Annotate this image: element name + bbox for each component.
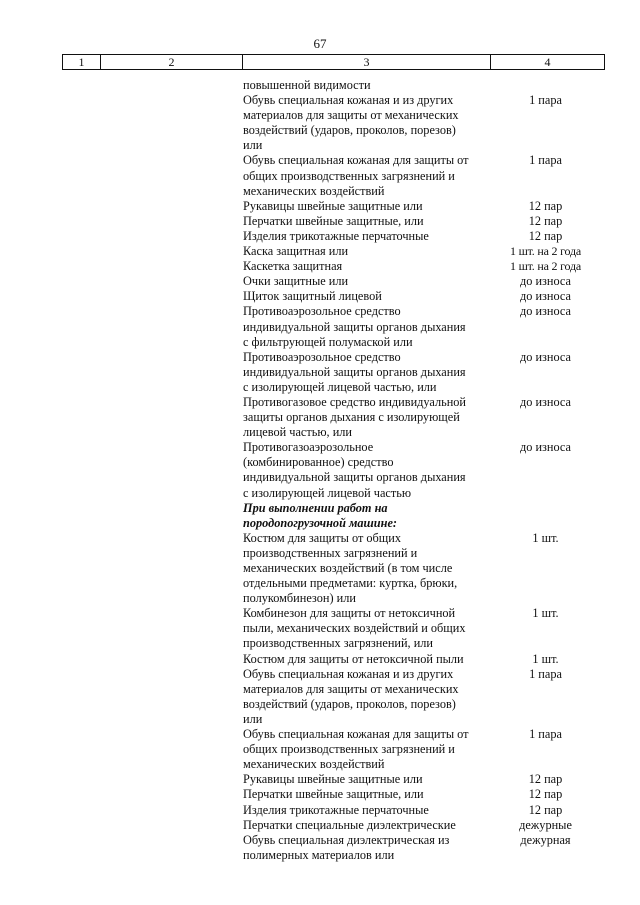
item-name-line: производственных загрязнений, или <box>243 636 434 651</box>
item-name-line: индивидуальной защиты органов дыхания <box>243 319 466 334</box>
ppe-item-row <box>0 229 640 244</box>
item-norm: 12 пар <box>528 802 563 817</box>
item-name-line: материалов для защиты от механических <box>243 108 459 123</box>
ppe-item-row <box>0 274 640 289</box>
item-norm: 12 пар <box>528 772 563 787</box>
item-name-line: Обувь специальная кожаная и из других <box>243 93 454 108</box>
item-name-line: Изделия трикотажные перчаточные <box>243 802 429 817</box>
ppe-item-row <box>0 803 640 818</box>
item-name <box>243 531 488 606</box>
item-name-line: повышенной видимости <box>243 78 371 92</box>
item-name <box>243 199 488 214</box>
ppe-item-row <box>0 667 640 727</box>
item-name-line: механических воздействий (в том числе <box>243 561 453 575</box>
ppe-item-row <box>0 153 640 198</box>
item-norm: до износа <box>519 304 572 319</box>
item-name <box>243 229 488 244</box>
item-norm: 1 шт. <box>532 530 559 545</box>
item-name-line: При выполнении работ на <box>243 500 388 515</box>
item-name-line: Перчатки швейные защитные, или <box>243 213 424 228</box>
item-name <box>243 274 488 289</box>
item-name <box>243 395 488 440</box>
item-name-line: с изолирующей лицевой частью <box>243 485 412 500</box>
column-1-header: 1 <box>63 55 101 70</box>
item-name-line: породопогрузочной машине: <box>243 515 398 530</box>
item-name-line: Рукавицы швейные защитные или <box>243 198 423 213</box>
ppe-item-row <box>0 440 640 500</box>
item-name-line: с фильтрующей полумаской или <box>243 334 413 349</box>
column-3-header: 3 <box>243 55 491 70</box>
page-number: 67 <box>313 36 327 51</box>
item-norm: 1 шт. на 2 года <box>509 259 582 274</box>
item-name <box>243 818 488 833</box>
item-name-line: общих производственных загрязнений и <box>243 168 455 183</box>
item-name-line: или <box>243 138 263 153</box>
item-name-line: механических воздействий <box>243 183 385 198</box>
item-name-line: Каска защитная или <box>243 244 349 259</box>
ppe-item-row <box>0 350 640 395</box>
item-name-line: лицевой частью, или <box>243 425 352 440</box>
item-norm: 1 шт. <box>532 651 559 666</box>
item-name <box>243 350 488 395</box>
column-2-header: 2 <box>101 55 243 70</box>
item-name-line: Щиток защитный лицевой <box>243 289 382 304</box>
item-name-line: Противогазовое средство индивидуальной <box>243 394 467 409</box>
item-name <box>243 652 488 667</box>
item-name-line: индивидуальной защиты органов дыхания <box>243 364 466 379</box>
item-norm: 12 пар <box>528 198 563 213</box>
item-name <box>243 304 488 349</box>
item-name <box>243 214 488 229</box>
item-name-line: Костюм для защиты от общих <box>243 530 401 545</box>
item-name-line: Обувь специальная кожаная и из других <box>243 666 454 681</box>
item-name-line: Рукавицы швейные защитные или <box>243 772 423 787</box>
item-name-line: воздействий (ударов, проколов, порезов) <box>243 123 456 138</box>
item-name-line: Противоаэрозольное средство <box>243 304 401 319</box>
item-name-line: Противогазоаэрозольное <box>243 440 374 455</box>
ppe-item-row <box>0 727 640 772</box>
item-norm: дежурная <box>520 832 571 847</box>
item-norm: 1 пара <box>529 727 562 742</box>
item-name-line: Очки защитные или <box>243 274 349 289</box>
item-norm: до износа <box>519 289 572 304</box>
item-norm: до износа <box>519 394 572 409</box>
item-name <box>243 606 488 651</box>
ppe-item-row <box>0 244 640 259</box>
item-norm: дежурные <box>519 817 572 832</box>
item-name-line: Комбинезон для защиты от нетоксичной <box>243 606 456 621</box>
item-name-line: Изделия трикотажные перчаточные <box>243 228 429 243</box>
ppe-item-row <box>0 833 640 863</box>
ppe-item-row <box>0 772 640 787</box>
ppe-item-row <box>0 531 640 606</box>
item-norm: до износа <box>519 440 572 455</box>
item-name <box>243 289 488 304</box>
item-norm: 1 пара <box>529 153 562 168</box>
item-norm: 12 пар <box>528 787 563 802</box>
item-name <box>243 787 488 802</box>
item-name-line: Обувь специальная диэлектрическая из <box>243 832 450 847</box>
item-name <box>243 803 488 818</box>
item-norm: 1 пара <box>529 93 562 108</box>
item-norm: 1 шт. на 2 года <box>509 244 582 259</box>
item-name-line: полимерных материалов или <box>243 847 395 862</box>
item-name-line: Перчатки швейные защитные, или <box>243 787 424 802</box>
ppe-item-row <box>0 304 640 349</box>
item-name <box>243 93 488 153</box>
item-name-line: Обувь специальная кожаная для защиты от <box>243 153 469 168</box>
column-header-row <box>62 54 605 70</box>
item-name-line: индивидуальной защиты органов дыхания <box>243 470 466 485</box>
item-norm: 1 шт. <box>532 606 559 621</box>
item-name-line: с изолирующей лицевой частью, или <box>243 379 437 394</box>
item-name <box>243 244 488 259</box>
item-name-line: воздействий (ударов, проколов, порезов) <box>243 696 456 711</box>
column-4-header: 4 <box>491 55 605 70</box>
item-name <box>243 153 488 198</box>
item-name-line: пыли, механических воздействий и общих <box>243 621 466 636</box>
ppe-item-row <box>0 93 640 153</box>
item-name <box>243 440 488 500</box>
item-name <box>243 833 488 863</box>
section-heading <box>243 501 488 531</box>
item-norm: до износа <box>519 274 572 289</box>
ppe-item-row <box>0 199 640 214</box>
item-name <box>243 78 488 93</box>
item-norm: 1 пара <box>529 666 562 681</box>
item-name-line: материалов для защиты от механических <box>243 681 459 696</box>
ppe-item-row <box>0 652 640 667</box>
item-name-line: Перчатки специальные диэлектрические <box>243 817 456 832</box>
item-name-line: Костюм для защиты от нетоксичной пыли <box>243 651 464 666</box>
ppe-item-row <box>0 395 640 440</box>
item-name <box>243 259 488 274</box>
ppe-item-row <box>0 78 640 93</box>
item-name-line: механических воздействий <box>243 757 385 772</box>
ppe-norms-list <box>0 78 640 863</box>
item-name-line: Противоаэрозольное средство <box>243 349 401 364</box>
ppe-item-row <box>0 787 640 802</box>
ppe-item-row <box>0 289 640 304</box>
item-norm: 12 пар <box>528 228 563 243</box>
item-name-line: производственных загрязнений и <box>243 545 418 560</box>
ppe-item-row <box>0 606 640 651</box>
item-name <box>243 667 488 727</box>
item-name-line: Обувь специальная кожаная для защиты от <box>243 727 469 742</box>
item-name-line: отдельными предметами: куртка, брюки, <box>243 576 458 591</box>
ppe-item-row <box>0 214 640 229</box>
item-name-line: общих производственных загрязнений и <box>243 742 455 757</box>
item-norm: до износа <box>519 349 572 364</box>
item-norm: 12 пар <box>528 213 563 228</box>
item-name-line: защиты органов дыхания с изолирующей <box>243 410 460 425</box>
item-name-line: Каскетка защитная <box>243 259 343 274</box>
item-name-line: полукомбинезон) или <box>243 591 356 606</box>
item-name-line: или <box>243 711 263 726</box>
section-heading-row <box>0 501 640 531</box>
item-name <box>243 772 488 787</box>
item-name-line: (комбинированное) средство <box>243 455 394 470</box>
ppe-item-row <box>0 259 640 274</box>
item-name <box>243 727 488 772</box>
ppe-item-row <box>0 818 640 833</box>
